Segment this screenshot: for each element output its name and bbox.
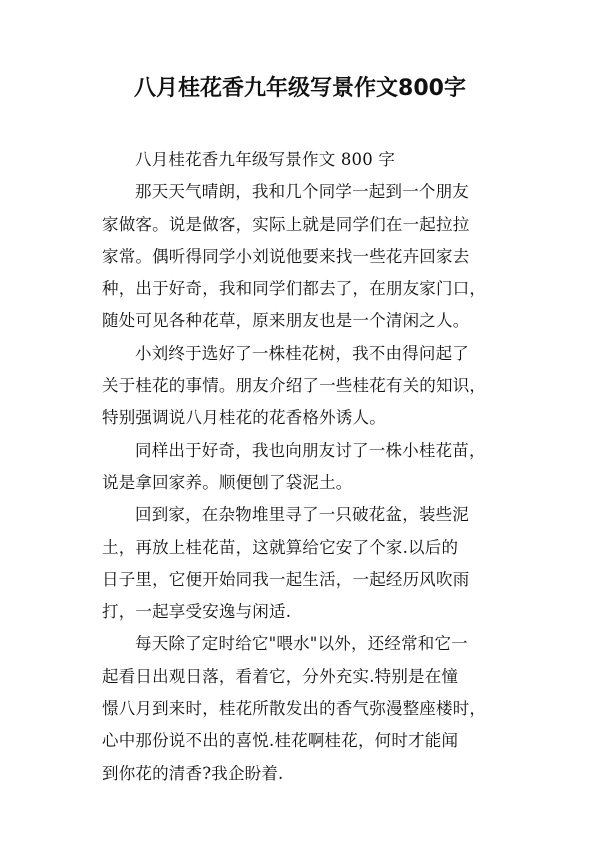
document-body <box>102 144 514 790</box>
text-line: 每天除了定时给它"喂水"以外，还经常和它一 <box>135 634 468 654</box>
text-line: 心中那份说不出的喜悦.桂花啊桂花，何时才能闻 <box>102 731 459 751</box>
text-line: 到你花的清香?我企盼着. <box>102 763 284 783</box>
text-line: 说是拿回家养。顺便刨了袋泥土。 <box>102 472 353 492</box>
text-line: 憬八月到来时，桂花所散发出的香气弥漫整座楼时， <box>102 699 487 719</box>
text-line: 种，出于好奇，我和同学们都去了，在朋友家门口， <box>102 279 487 299</box>
text-line: 土，再放上桂花苗，这就算给它安了个家.以后的 <box>102 537 459 557</box>
text-line: 关于桂花的事情。朋友介绍了一些桂花有关的知识， <box>102 376 487 396</box>
text-line: 家常。偶听得同学小刘说他要来找一些花卉回家去 <box>102 246 470 266</box>
text-line: 那天天气晴朗，我和几个同学一起到一个朋友 <box>135 182 469 202</box>
document-title: 八月桂花香九年级写景作文800字 <box>134 76 466 101</box>
text-line: 日子里，它便开始同我一起生活，一起经历风吹雨 <box>102 569 470 589</box>
text-line: 打，一起享受安逸与闲适. <box>102 602 292 622</box>
text-line: 随处可见各种花草，原来朋友也是一个清闲之人。 <box>102 311 470 331</box>
text-line: 起看日出观日落，看着它，分外充实.特别是在憧 <box>102 666 459 686</box>
text-line: 八月桂花香九年级写景作文 800 字 <box>135 150 396 169</box>
text-line: 回到家，在杂物堆里寻了一只破花盆，装些泥 <box>135 505 469 525</box>
text-line: 同样出于好奇，我也向朋友讨了一株小桂花苗， <box>135 440 486 460</box>
text-line: 特别强调说八月桂花的花香格外诱人。 <box>102 408 386 428</box>
text-line: 家做客。说是做客，实际上就是同学们在一起拉拉 <box>102 214 470 234</box>
text-line: 小刘终于选好了一株桂花树，我不由得问起了 <box>135 343 469 363</box>
